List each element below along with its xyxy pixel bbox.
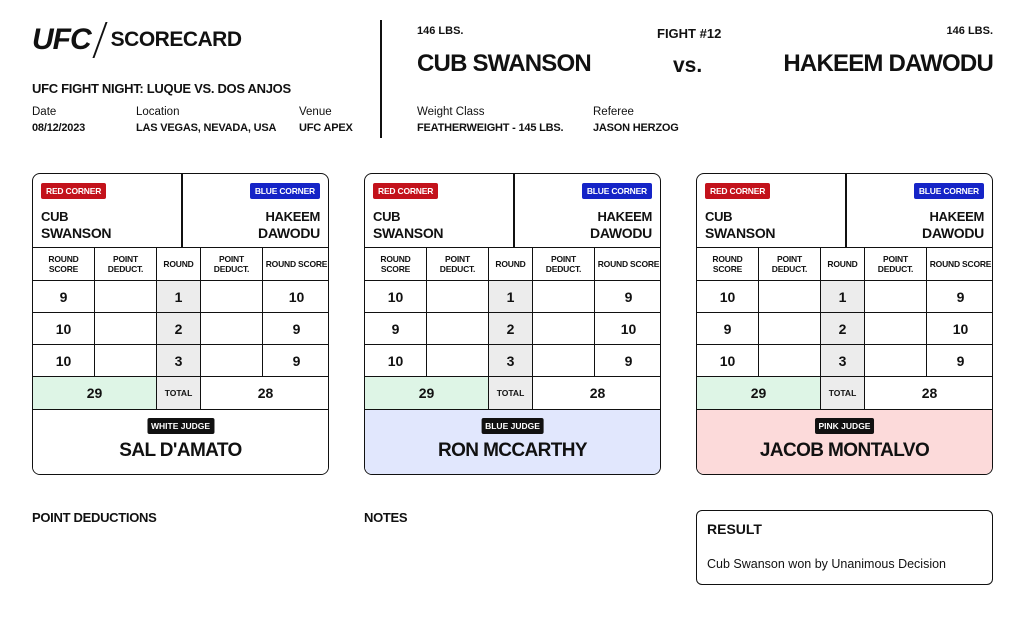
- round-number: [157, 345, 201, 376]
- names-divider: [513, 174, 515, 248]
- blue-first-name: HAKEEM: [265, 209, 320, 224]
- red-fighter-card-name: [373, 208, 443, 242]
- blue-round-score-header: ROUND SCORE: [597, 259, 660, 269]
- round-row-3: [365, 345, 660, 377]
- red-weight: 146 LBS.: [417, 25, 464, 37]
- ufc-logo: [32, 22, 242, 58]
- venue-label: Venue: [299, 106, 332, 118]
- blue-point-deduct: [865, 345, 927, 376]
- blue-round-score: 10: [288, 288, 305, 305]
- red-point-deduct-header: POINT DEDUCT.: [95, 248, 157, 280]
- names-divider: [845, 174, 847, 248]
- round-number: [821, 281, 865, 312]
- red-point-deduct: [427, 281, 489, 312]
- round-number-text: 2: [838, 320, 847, 337]
- header-divider: [380, 20, 382, 138]
- vs-label: vs.: [673, 54, 703, 77]
- blue-point-deduct-header: POINT DEDUCT.: [533, 248, 595, 280]
- blue-point-deduct: [865, 313, 927, 344]
- round-row-1: [365, 281, 660, 313]
- red-round-score: 10: [33, 313, 95, 344]
- round-number-text: 1: [174, 288, 183, 305]
- red-round-score: 9: [33, 281, 95, 312]
- blue-fighter-card-name: [922, 208, 984, 242]
- blue-fighter-card-name: [590, 208, 652, 242]
- red-fighter-name: CUB SWANSON: [417, 50, 591, 77]
- blue-first-name: HAKEEM: [597, 209, 652, 224]
- red-point-deduct: [759, 313, 821, 344]
- logo-divider: [92, 22, 107, 58]
- location-value: LAS VEGAS, NEVADA, USA: [136, 122, 277, 134]
- round-number-text: 2: [506, 320, 515, 337]
- blue-round-score: 9: [956, 352, 965, 369]
- blue-weight: 146 LBS.: [946, 25, 993, 37]
- date-block: [32, 106, 85, 134]
- judge-label: BLUE JUDGE: [481, 418, 544, 434]
- date-value: 08/12/2023: [32, 122, 86, 134]
- referee-label: Referee: [593, 106, 634, 118]
- red-point-deduct-header: POINT DEDUCT.: [759, 248, 821, 280]
- score-header-row: [697, 248, 992, 281]
- red-last-name: SWANSON: [41, 225, 112, 241]
- round-number-text: 3: [506, 352, 515, 369]
- red-point-deduct: [759, 345, 821, 376]
- red-corner-badge: RED CORNER: [373, 183, 438, 199]
- blue-first-name: HAKEEM: [929, 209, 984, 224]
- total-row: [365, 377, 660, 410]
- judge-card-3: [696, 173, 993, 475]
- result-box: [696, 510, 993, 585]
- round-number: [821, 313, 865, 344]
- blue-fighter-card-name: [258, 208, 320, 242]
- round-row-2: [697, 313, 992, 345]
- round-number: [489, 313, 533, 344]
- judge-label: PINK JUDGE: [815, 418, 875, 434]
- round-number: [821, 345, 865, 376]
- weight-class-label: Weight Class: [417, 106, 485, 118]
- round-row-3: [33, 345, 328, 377]
- round-row-2: [33, 313, 328, 345]
- blue-last-name: DAWODU: [922, 225, 984, 241]
- blue-round-score: 10: [952, 320, 969, 337]
- red-point-deduct-header: POINT DEDUCT.: [427, 248, 489, 280]
- blue-round-score-header: ROUND SCORE: [265, 259, 328, 269]
- ufc-wordmark: UFC: [32, 23, 91, 56]
- blue-round-score: 9: [956, 288, 965, 305]
- blue-round-score: 9: [292, 352, 301, 369]
- referee-value: JASON HERZOG: [593, 122, 679, 134]
- red-round-score: 10: [365, 345, 427, 376]
- round-number-text: 1: [838, 288, 847, 305]
- red-fighter-card-name: [705, 208, 775, 242]
- red-round-score: 10: [365, 281, 427, 312]
- round-number-text: 1: [506, 288, 515, 305]
- round-number: [489, 281, 533, 312]
- blue-round-score: 9: [624, 288, 633, 305]
- red-point-deduct: [427, 313, 489, 344]
- total-label: TOTAL: [821, 377, 865, 409]
- blue-total-score: 28: [257, 385, 274, 401]
- red-point-deduct: [759, 281, 821, 312]
- location-block: [136, 106, 276, 134]
- total-label: TOTAL: [489, 377, 533, 409]
- event-name: UFC FIGHT NIGHT: LUQUE VS. DOS ANJOS: [32, 81, 291, 96]
- blue-point-deduct: [533, 345, 595, 376]
- venue-block: [299, 106, 353, 134]
- red-round-score-header: ROUND SCORE: [365, 248, 427, 280]
- blue-point-deduct-header: POINT DEDUCT.: [865, 248, 927, 280]
- total-label: TOTAL: [157, 377, 201, 409]
- blue-round-score-header: ROUND SCORE: [929, 259, 992, 269]
- blue-corner-badge: BLUE CORNER: [582, 183, 652, 199]
- red-first-name: CUB: [373, 209, 401, 224]
- total-row: [697, 377, 992, 410]
- red-total-score: 29: [33, 377, 157, 409]
- round-row-1: [33, 281, 328, 313]
- red-last-name: SWANSON: [705, 225, 776, 241]
- blue-point-deduct: [533, 313, 595, 344]
- red-point-deduct: [95, 345, 157, 376]
- scorecard-title: SCORECARD: [110, 28, 242, 51]
- red-round-score: 9: [365, 313, 427, 344]
- weight-class-value: FEATHERWEIGHT - 145 LBS.: [417, 122, 564, 134]
- red-round-score-header: ROUND SCORE: [697, 248, 759, 280]
- blue-point-deduct: [201, 345, 263, 376]
- red-point-deduct: [95, 281, 157, 312]
- judge-label: WHITE JUDGE: [147, 418, 214, 434]
- blue-point-deduct: [201, 313, 263, 344]
- blue-point-deduct: [201, 281, 263, 312]
- red-last-name: SWANSON: [373, 225, 444, 241]
- judge-name: SAL D'AMATO: [119, 440, 242, 461]
- weight-class-block: [417, 106, 563, 134]
- location-label: Location: [136, 106, 180, 118]
- judge-name: RON MCCARTHY: [437, 440, 587, 461]
- red-round-score-header: ROUND SCORE: [33, 248, 95, 280]
- red-round-score: 9: [697, 313, 759, 344]
- referee-block: [593, 106, 679, 134]
- red-corner-badge: RED CORNER: [41, 183, 106, 199]
- round-header: ROUND: [157, 248, 201, 280]
- red-round-score: 10: [697, 281, 759, 312]
- judge-name: JACOB MONTALVO: [759, 440, 930, 461]
- red-total-score: 29: [697, 377, 821, 409]
- red-fighter-card-name: [41, 208, 111, 242]
- names-divider: [181, 174, 183, 248]
- fighter-names-row: [33, 174, 328, 248]
- blue-corner-badge: BLUE CORNER: [250, 183, 320, 199]
- blue-point-deduct-header: POINT DEDUCT.: [201, 248, 263, 280]
- red-first-name: CUB: [41, 209, 69, 224]
- judge-footer: [697, 410, 992, 475]
- blue-last-name: DAWODU: [258, 225, 320, 241]
- score-header-row: [365, 248, 660, 281]
- round-header: ROUND: [821, 248, 865, 280]
- round-number-text: 3: [174, 352, 183, 369]
- fighter-names-row: [365, 174, 660, 248]
- red-first-name: CUB: [705, 209, 733, 224]
- round-number: [489, 345, 533, 376]
- judge-card-2: [364, 173, 661, 475]
- red-round-score: 10: [33, 345, 95, 376]
- blue-total-score: 28: [589, 385, 606, 401]
- result-text: Cub Swanson won by Unanimous Decision: [707, 557, 947, 571]
- blue-fighter-name: HAKEEM DAWODU: [783, 50, 993, 77]
- blue-total-score: 28: [921, 385, 938, 401]
- round-header: ROUND: [489, 248, 533, 280]
- fight-number: FIGHT #12: [657, 26, 722, 41]
- red-point-deduct: [95, 313, 157, 344]
- blue-point-deduct: [533, 281, 595, 312]
- blue-point-deduct: [865, 281, 927, 312]
- round-row-1: [697, 281, 992, 313]
- notes-heading: NOTES: [364, 510, 408, 525]
- judge-footer: [33, 410, 328, 475]
- red-round-score: 10: [697, 345, 759, 376]
- blue-last-name: DAWODU: [590, 225, 652, 241]
- point-deductions-heading: POINT DEDUCTIONS: [32, 510, 157, 525]
- date-label: Date: [32, 106, 57, 118]
- blue-round-score: 10: [620, 320, 637, 337]
- round-number-text: 2: [174, 320, 183, 337]
- red-total-score: 29: [365, 377, 489, 409]
- red-point-deduct: [427, 345, 489, 376]
- judge-card-1: [32, 173, 329, 475]
- fighter-names-row: [697, 174, 992, 248]
- blue-corner-badge: BLUE CORNER: [914, 183, 984, 199]
- blue-round-score: 9: [292, 320, 301, 337]
- round-number: [157, 281, 201, 312]
- round-number: [157, 313, 201, 344]
- red-corner-badge: RED CORNER: [705, 183, 770, 199]
- total-row: [33, 377, 328, 410]
- round-row-2: [365, 313, 660, 345]
- round-row-3: [697, 345, 992, 377]
- result-title: RESULT: [707, 521, 762, 537]
- blue-round-score: 9: [624, 352, 633, 369]
- judge-footer: [365, 410, 660, 475]
- score-header-row: [33, 248, 328, 281]
- venue-value: UFC APEX: [299, 122, 353, 134]
- round-number-text: 3: [838, 352, 847, 369]
